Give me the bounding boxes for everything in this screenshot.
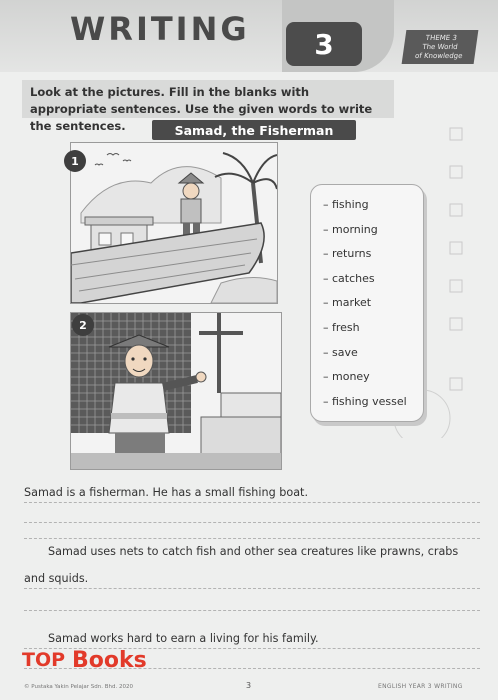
unit-number-box <box>286 22 362 66</box>
picture-number-badge: 2 <box>72 314 94 336</box>
word-bank-item: – catches <box>323 271 375 285</box>
fisherman-net-illustration <box>71 313 281 469</box>
unit-number: 3 <box>314 27 334 61</box>
story-title: Samad, the Fisherman <box>152 120 356 140</box>
instructions: Look at the pictures. Fill in the blanks with appropriate sentences. Use the given words to write the sentences. <box>22 80 394 118</box>
sentence-3: Samad works hard to earn a living for his family. <box>48 632 319 645</box>
page-title: WRITING <box>70 10 250 48</box>
sentence-2-cont: and squids. <box>24 572 89 585</box>
picture-1 <box>70 142 278 304</box>
sentence-1: Samad is a fisherman. He has a small fishing boat. <box>24 486 308 499</box>
fisherman-boat-illustration <box>71 143 277 303</box>
word-bank-item: – fishing vessel <box>323 394 407 408</box>
word-bank-item: – returns <box>323 247 372 261</box>
picture-2 <box>70 312 282 470</box>
word-bank-item: – fresh <box>323 320 360 334</box>
word-bank-item: – save <box>323 345 358 359</box>
sentence-2: Samad uses nets to catch fish and other sea creatures like prawns, crabs <box>48 545 459 558</box>
word-bank-item: – morning <box>323 222 378 236</box>
theme-line: of Knowledge <box>414 51 464 60</box>
theme-line: THEME 3 <box>425 33 458 42</box>
theme-line: The World <box>421 42 459 51</box>
writing-line <box>24 502 480 503</box>
word-bank-item: – fishing <box>323 198 369 211</box>
writing-line <box>24 588 480 589</box>
writing-line <box>24 610 480 611</box>
page-number: 3 <box>246 681 252 690</box>
picture-number-badge: 1 <box>64 150 86 172</box>
logo-top-text: TOP <box>22 648 66 671</box>
footer-book-title: ENGLISH YEAR 3 WRITING <box>378 683 463 690</box>
writing-line <box>24 538 480 539</box>
writing-line <box>24 522 480 523</box>
topbooks-logo <box>22 640 147 680</box>
word-bank-item: – market <box>323 296 372 310</box>
word-bank-item: – money <box>323 370 370 384</box>
footer-copyright: © Pustaka Yakin Pelajar Sdn. Bhd. 2020 <box>24 684 133 690</box>
theme-tag <box>402 30 479 64</box>
word-bank <box>310 184 424 422</box>
logo-books-text: Books <box>72 647 147 673</box>
